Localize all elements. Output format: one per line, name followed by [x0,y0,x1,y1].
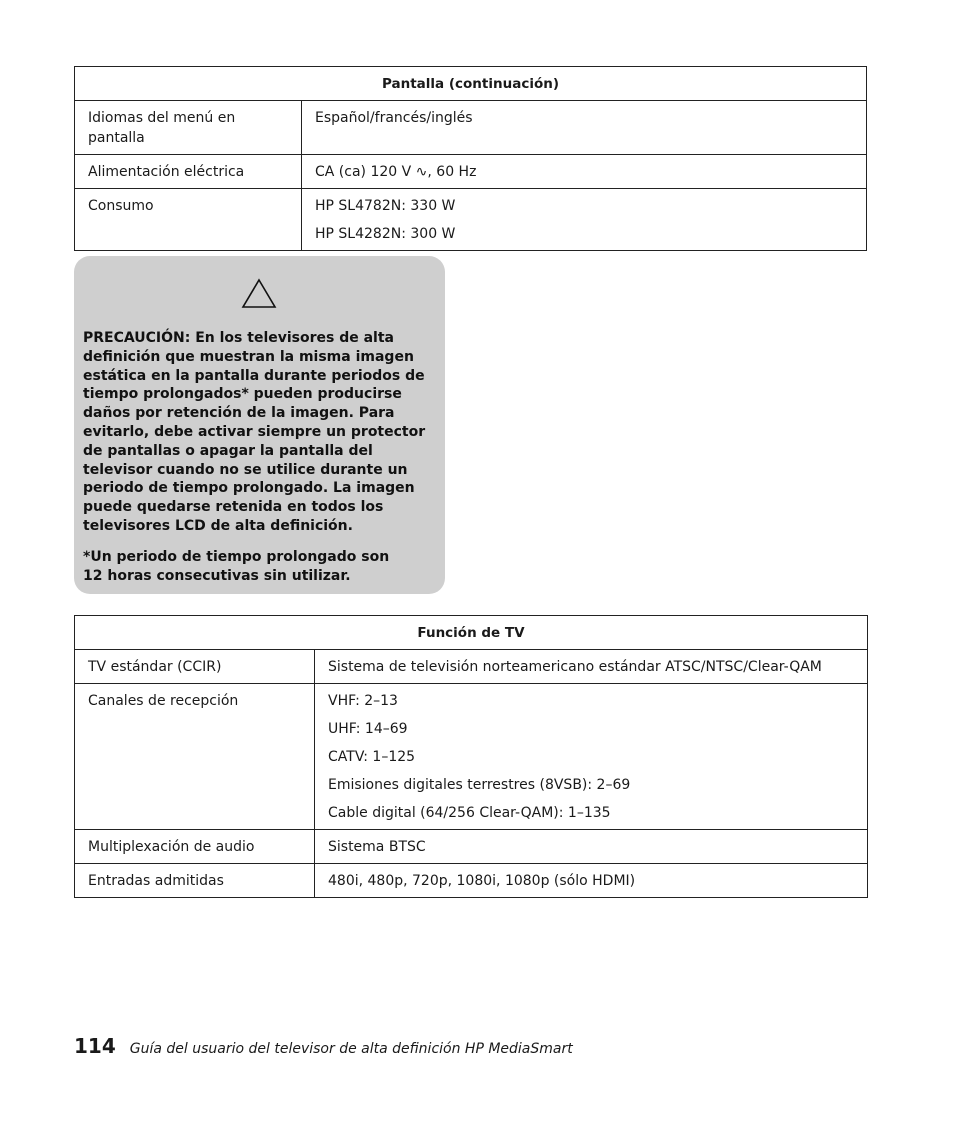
row-label: Entradas admitidas [75,864,315,898]
row-value-line: CATV: 1–125 [328,749,416,765]
table-row [75,830,868,864]
table-row [75,155,867,189]
table-row [75,650,868,684]
row-label: Multiplexación de audio [75,830,315,864]
page-footer [74,1034,573,1058]
row-value [315,650,868,684]
caution-text: PRECAUCIÓN: En los televisores de alta definición que muestran la misma imagen estática en la pantalla durante periodos de tiempo prolongados* pueden producirse daños por retención de la imagen. Para evitarlo, debe activar siempre un protector de pantallas o apagar la pantalla del televisor cuando no se utilice durante un periodo de tiempo prolongado. La imagen puede quedarse retenida en todos los televisores LCD de alta definición. [83,330,426,534]
row-value-line: 480i, 480p, 720p, 1080i, 1080p (sólo HDMI) [328,873,636,889]
row-value [315,830,868,864]
row-value-line: VHF: 2–13 [328,693,398,709]
table-header-row [75,616,868,650]
row-value-line: Cable digital (64/256 Clear-QAM): 1–135 [328,805,611,821]
row-label: Canales de recepción [75,684,315,830]
row-label: Consumo [75,189,302,251]
table-row [75,684,868,830]
table-title: Función de TV [75,616,868,650]
row-label: Idiomas del menú en pantalla [75,101,302,155]
tv-function-table [74,615,868,898]
row-value-line: CA (ca) 120 V ∿, 60 Hz [315,164,477,180]
row-label: TV estándar (CCIR) [75,650,315,684]
row-value [315,684,868,830]
display-spec-table [74,66,867,251]
row-value-line: Sistema de televisión norteamericano estándar ATSC/NTSC/Clear-QAM [328,659,822,675]
caution-box [74,256,445,594]
row-label: Alimentación eléctrica [75,155,302,189]
row-value-line: Sistema BTSC [328,839,426,855]
warning-triangle-icon [241,278,277,309]
caution-note: *Un periodo de tiempo prolongado son 12 horas consecutivas sin utilizar. [83,548,390,584]
table-row [75,189,867,251]
row-value-line: UHF: 14–69 [328,721,408,737]
row-value-line: Español/francés/inglés [315,110,473,126]
row-value-line: Emisiones digitales terrestres (8VSB): 2–69 [328,777,631,793]
page-number: 114 [74,1034,116,1058]
row-value [302,155,867,189]
row-value [315,864,868,898]
row-value-line: HP SL4782N: 330 W [315,198,456,214]
row-value [302,101,867,155]
table-row [75,101,867,155]
table-row [75,864,868,898]
row-value-line: HP SL4282N: 300 W [315,226,456,242]
table-header-row [75,67,867,101]
row-value [302,189,867,251]
table-title: Pantalla (continuación) [75,67,867,101]
document-title: Guía del usuario del televisor de alta definición HP MediaSmart [129,1041,573,1057]
